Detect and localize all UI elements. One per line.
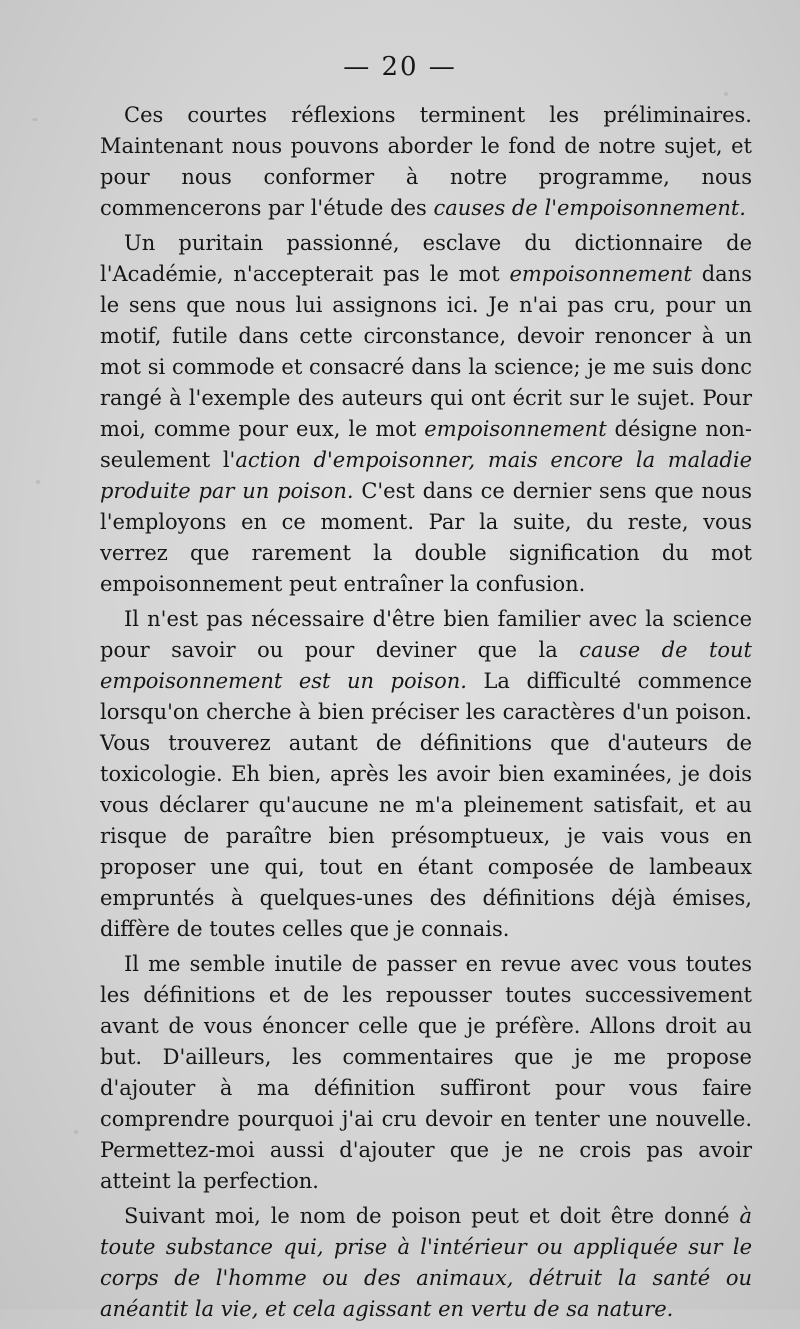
scan-speck [74, 1130, 78, 1134]
italic-run: à toute substance qui, prise à l'intérieur ou appliquée sur le corps de l'homme ou des animaux, détruit la santé ou anéantit la vie, et cela agissant en vertu de sa nature. [100, 1204, 752, 1321]
text-run: Un puritain passionné, esclave du dictionnaire de l'Académie, n'accepterait pas le mot [100, 231, 752, 286]
body-text [100, 100, 752, 1329]
text-run: dans le sens que nous lui assignons ici. Je n'ai pas cru, pour un motif, futile dans cette circonstance, devoir renoncer à un mot si commode et consacré dans la science; je me suis donc rangé à l'exemple des auteurs qui ont écrit sur le sujet. Pour moi, comme pour eux, le mot [100, 262, 752, 441]
paragraph [100, 949, 752, 1197]
text-run: La difficulté commence lorsqu'on cherche à bien préciser les caractères d'un poison. Vous trouverez autant de définitions que d'auteurs de toxicologie. Eh bien, après les avoir bien examinées, je dois vous déclarer qu'aucune ne m'a pleinement satisfait, et au risque de paraître bien présomptueux, je vais vous en proposer une qui, tout en étant composée de lambeaux empruntés à quelques-unes des définitions déjà émises, diffère de toutes celles que je connais. [100, 669, 752, 941]
italic-run: empoisonnement [509, 262, 692, 286]
paragraph [100, 1201, 752, 1325]
italic-run: empoisonnement [424, 417, 607, 441]
text-run: Il n'est pas nécessaire d'être bien familier avec la science pour savoir ou pour deviner que la [100, 607, 752, 662]
text-run: désigne non-seulement l' [100, 417, 752, 472]
text-run: C'est dans ce dernier sens que nous l'employons en ce moment. Par la suite, du reste, vous verrez que rarement la double signification du mot empoisonnement peut entraîner la confusion. [100, 479, 752, 596]
italic-run: action d'empoisonner, mais encore la maladie produite par un poison. [100, 448, 753, 503]
text-run: Suivant moi, le nom de poison peut et doit être donné [124, 1204, 740, 1228]
scan-speck [724, 92, 728, 96]
italic-run: causes de l'empoisonnement. [433, 196, 746, 220]
page-number: — 20 — [343, 52, 457, 82]
paragraph [100, 228, 752, 600]
paragraph [100, 604, 752, 945]
paragraph [100, 100, 752, 224]
scan-speck [36, 480, 40, 484]
text-run: Il me semble inutile de passer en revue avec vous toutes les définitions et de les repousser toutes successivement avant de vous énoncer celle que je préfère. Allons droit au but. D'ailleurs, les commentaires que je me propose d'ajouter à ma définition suffiront pour vous faire comprendre pourquoi j'ai cru devoir en tenter une nouvelle. Permettez-moi aussi d'ajouter que je ne crois pas avoir atteint la perfection. [100, 952, 752, 1193]
scan-speck [32, 118, 38, 121]
italic-run: cause de tout empoisonnement est un poison. [100, 638, 752, 693]
text-run: Ces courtes réflexions terminent les préliminaires. Maintenant nous pouvons aborder le fond de notre sujet, et pour nous conformer à notre programme, nous commencerons par l'étude des [100, 103, 752, 220]
